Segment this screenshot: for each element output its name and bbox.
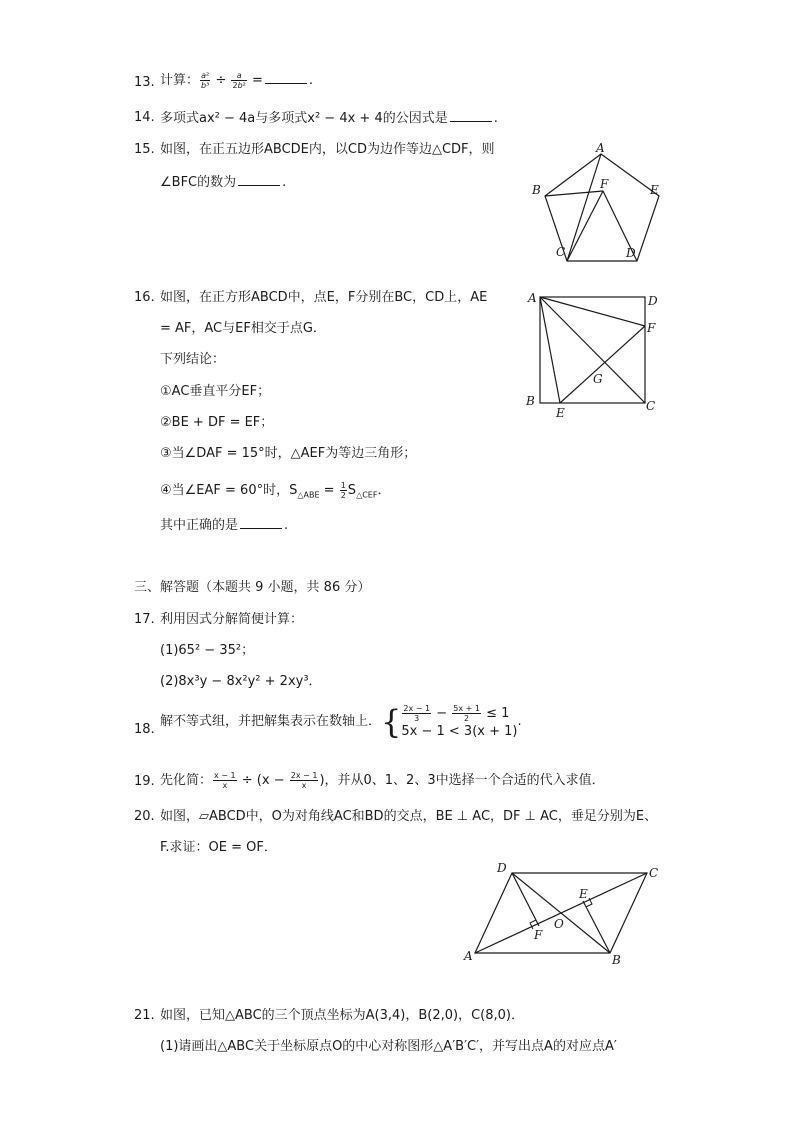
q21-line2: (1)请画出△ABC关于坐标原点O的中心对称图形△A′B′C′，并写出点A的对应点A′ [160,1039,617,1054]
q18-row1 [401,704,517,723]
q18-frac2-bot: 2 [464,713,470,723]
label-c: C [649,866,659,880]
q13-answer-blank[interactable] [265,71,307,84]
q15-number: 15. [134,142,155,157]
q16-c4-sub1: △ABE [297,490,320,500]
q16-line8-text: 其中正确的是 [160,518,239,533]
label-b: B [532,183,541,197]
q18-system [401,704,517,740]
q16-c4-part-b: = [319,483,339,498]
label-a: A [464,949,473,963]
segment-ef [560,326,645,403]
q16-number: 16. [134,290,155,305]
q16-line8 [160,516,288,535]
q18-frac-1 [402,704,431,723]
q18-frac1-top: 2x − 1 [403,703,431,713]
q16-c4-frac-top: 1 [340,481,346,490]
segment-be [583,901,610,953]
q18-row2: 5x − 1 < 3(x + 1) [401,723,518,739]
pentagon-figure [530,140,670,265]
q16-c4-fraction [340,481,347,500]
label-e: E [556,406,565,420]
q15-line1: 如图，在正五边形ABCDE内，以CD为边作等边△CDF，则 [160,142,495,157]
q19-frac1-bot: x [222,781,228,790]
q18-frac1-bot: 3 [414,713,420,723]
q19-prefix: 先化简： [160,773,213,788]
q16-line2: = AF，AC与EF相交于点G． [160,321,326,336]
segment-ca [567,154,601,261]
q14-number: 14. [134,110,155,125]
q17-line1: 利用因式分解简便计算： [160,612,304,627]
q13-divide: ÷ [211,73,231,88]
q19-frac-2 [290,771,319,790]
q18-text [160,703,522,741]
label-g: G [593,372,603,386]
label-f: F [600,177,609,191]
segment-df [512,873,539,926]
segment-ae [540,297,560,403]
q18-statement: 解不等式组，并把解集表示在数轴上． [160,714,382,729]
q19-text [160,764,605,798]
q17-part-2: (2)8x³y − 8x²y² + 2xy³． [160,674,322,689]
q16-c4-part-a: ④当∠EAF = 60°时，S [160,483,298,498]
q16-answer-blank[interactable] [240,516,282,529]
label-a: A [596,141,605,155]
q20-line1: 如图，▱ABCD中，O为对角线AC和BD的交点，BE ⊥ AC，DF ⊥ AC，垂足分别为E、 [160,809,658,824]
q17-number: 17. [134,612,155,627]
q18-number: 18. [134,722,155,737]
q21-line1: 如图，已知△ABC的三个顶点坐标为A(3,4)，B(2,0)，C(8,0)． [160,1008,525,1023]
q18-minus: − [432,705,452,721]
q13-equals: = [247,73,263,88]
label-c: C [556,245,566,259]
q13-fraction-2: $\frac{a}{\text{2b²}}$ [232,71,246,90]
q16-conclusion-2: ②BE + DF = EF； [160,415,274,430]
segment-cf [567,191,603,261]
segment-bf [545,191,603,196]
q20-line2: F.求证：OE = OF． [160,840,277,855]
q18-row1-end: ≤ 1 [481,705,510,721]
q17-part-1: (1)65² − 35²； [160,643,255,658]
q19-frac1-top: x − 1 [214,771,236,780]
q19-number: 19. [134,774,155,789]
q15-period: . [282,175,287,190]
q16-c4-frac-bot: 2 [340,491,346,500]
segment-af [540,297,645,326]
q18-brace: { [381,702,402,741]
q16-conclusion-4 [160,477,390,510]
q16-conclusion-1: ①AC垂直平分EF； [160,384,271,399]
q13-text [160,66,313,96]
q13-fraction-1: $\frac{\text{a²}}{\text{b³}}$ [201,71,210,90]
q16-c4-sub2: △CEF [356,490,378,500]
q14-statement: 多项式ax² − 4a与多项式x² − 4x + 4的公因式是 [160,111,448,126]
q19-frac2-bot: x [301,781,307,790]
square-figure [522,288,667,423]
diagonal-ac [540,297,645,403]
q21-number: 21. [134,1008,155,1023]
q14-text [160,109,498,128]
q16-line3: 下列结论： [160,352,226,367]
label-o: O [554,917,564,931]
label-f: F [534,928,543,942]
q16-c4-part-c: S [347,483,357,498]
q18-frac2-top: 5x + 1 [453,703,480,713]
label-d: D [648,294,658,308]
q13-number: 13. [134,75,155,90]
q18-frac-2 [452,704,481,723]
q14-answer-blank[interactable] [450,109,492,122]
q18-period: . [517,714,522,729]
label-b: B [612,953,621,967]
diagonal-bd [512,873,610,953]
q14-period: . [493,111,498,126]
q16-period: . [284,518,289,533]
q19-frac-1 [213,771,237,790]
q16-conclusion-3: ③当∠DAF = 15°时，△AEF为等边三角形； [160,446,417,461]
q16-line1: 如图，在正方形ABCD中，点E，F分别在BC，CD上，AE [160,290,488,305]
parallelogram-figure [460,860,665,970]
q19-suffix: )，并从0、1、2、3中选择一个合适的代入求值． [319,773,605,788]
q16-c4-part-d: ． [377,483,391,498]
section-title: 三、解答题（本题共 9 小题，共 86 分） [134,580,371,595]
q15-line2-text: ∠BFC的数为 [160,175,237,190]
q15-line2 [160,173,286,192]
label-a: A [528,291,537,305]
q20-number: 20. [134,809,155,824]
label-b: B [526,394,535,408]
q13-period: . [308,73,314,88]
label-f: F [647,321,656,335]
label-c: C [646,399,656,413]
label-d: D [497,861,507,875]
label-e: E [579,887,588,901]
q19-mid: ÷ (x − [237,773,289,788]
q19-frac2-top: 2x − 1 [290,771,318,780]
q15-answer-blank[interactable] [238,173,280,186]
label-d: D [626,246,636,260]
label-e: E [650,183,659,197]
q13-prefix: 计算： [160,73,200,88]
